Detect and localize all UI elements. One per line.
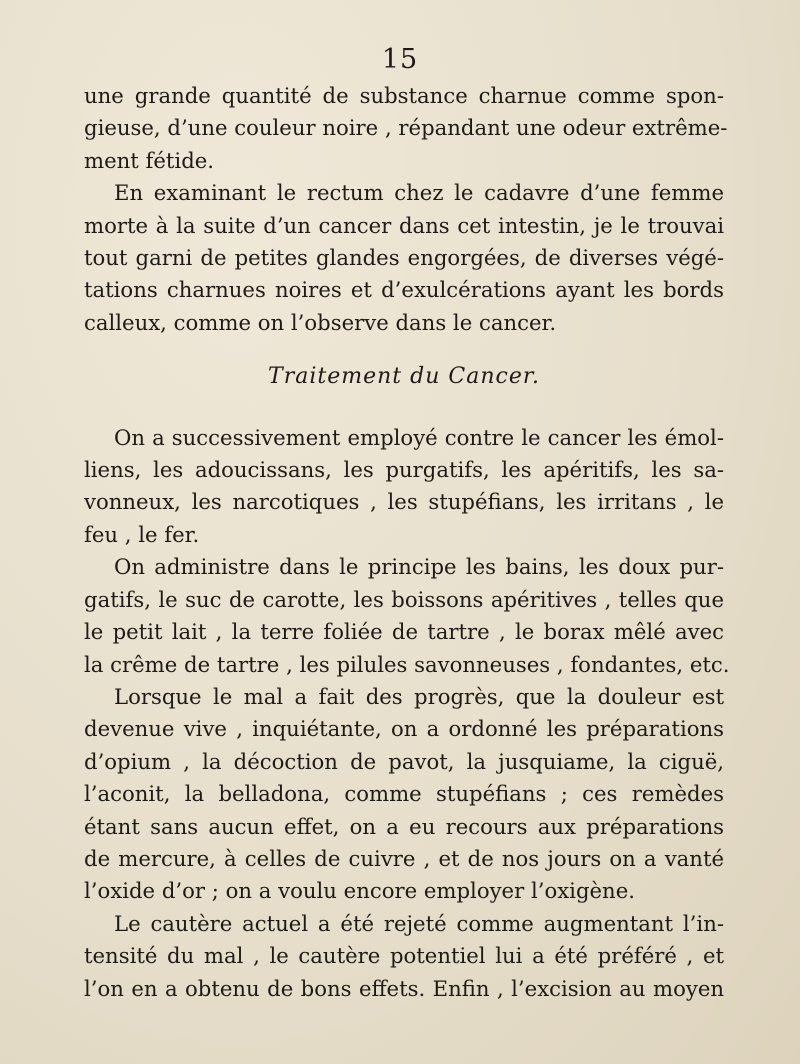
text-line: tations charnues noires et d’exulcérations ayant les bords: [84, 277, 724, 303]
text-line: calleux, comme on l’observe dans le cancer.: [84, 309, 557, 335]
page-number: 15: [381, 44, 419, 75]
text-line: ment fétide.: [84, 147, 215, 173]
text-line: morte à la suite d’un cancer dans cet intestin, je le trouvai: [84, 212, 724, 238]
text-line: Le cautère actuel a été rejeté comme augmentant l’in-: [114, 910, 724, 936]
text-line: gatifs, le suc de carotte, les boissons apéritives , telles que: [84, 586, 724, 612]
text-line: vonneux, les narcotiques , les stupéfians, les irritans , le: [84, 489, 724, 515]
text-line: l’oxide d’or ; on a voulu encore employer l’oxigène.: [84, 878, 635, 904]
text-line: d’opium , la décoction de pavot, la jusquiame, la ciguë,: [84, 748, 724, 774]
text-line: étant sans aucun effet, on a eu recours aux préparations: [84, 813, 724, 839]
text-line: tout garni de petites glandes engorgées, de diverses végé-: [84, 245, 724, 271]
text-line: une grande quantité de substance charnue comme spon-: [84, 83, 724, 108]
paragraph-rectum: [84, 177, 724, 339]
text-line: de mercure, à celles de cuivre , et de nos jours on a vanté: [84, 845, 724, 871]
paragraph-cautery: [84, 908, 724, 1005]
paragraph-remedies: [84, 422, 724, 552]
text-line: l’aconit, la belladona, comme stupéfians ; ces remèdes: [84, 781, 724, 807]
text-line: le petit lait , la terre foliée de tartre , le borax mêlé avec: [84, 619, 724, 645]
text-line: On a successivement employé contre le cancer les émol-: [114, 424, 724, 450]
text-line: la crême de tartre , les pilules savonneuses , fondantes, etc.: [84, 651, 730, 677]
text-line: Lorsque le mal a fait des progrès, que la douleur est: [114, 683, 724, 709]
text-line: tensité du mal , le cautère potentiel lui a été préféré , et: [84, 943, 724, 969]
text-line: On administre dans le principe les bains, les doux pur-: [114, 554, 724, 580]
text-line: En examinant le rectum chez le cadavre d’une femme: [114, 180, 724, 206]
body-text: [84, 80, 730, 1005]
text-line: liens, les adoucissans, les purgatifs, les apéritifs, les sa-: [84, 457, 724, 483]
paragraph-principle: [84, 551, 730, 681]
text-line: gieuse, d’une couleur noire , répandant une odeur extrême-: [84, 115, 728, 141]
text-line: l’on en a obtenu de bons effets. Enfin , l’excision au moyen: [84, 975, 724, 1001]
text-line: devenue vive , inquiétante, on a ordonné les préparations: [84, 716, 724, 742]
section-heading: Traitement du Cancer.: [268, 364, 540, 390]
text-line: feu , le fer.: [84, 521, 200, 547]
paragraph-continuation: [84, 80, 728, 177]
paragraph-progress: [84, 681, 724, 908]
